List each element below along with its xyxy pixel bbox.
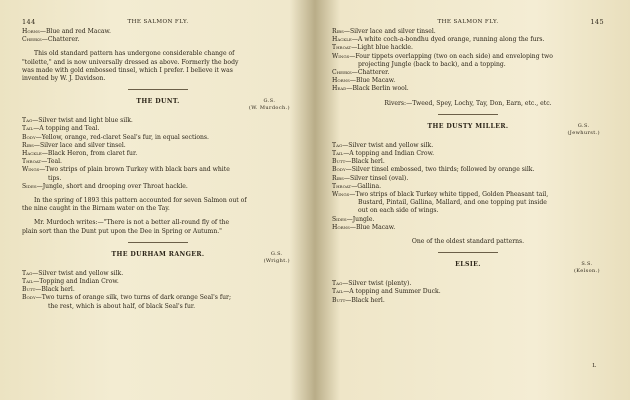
heading-dunt: THE DUNT. G.S. (W. Murdoch.) [136,98,290,112]
running-title-right: THE SALMON FLY. [437,19,499,25]
entry-sides: Sides—Jungle, short and drooping over Throat hackle. [22,182,188,190]
entry-wings: Wings—Two strips of plain brown Turkey with black bars and white [22,166,230,174]
entry-throat: Throat—Light blue hackle. [332,44,413,52]
paragraph-line: was made with gold embossed tinsel, which I prefer. I believe it was [22,66,233,74]
rivers-line: Rivers:—Tweed, Spey, Lochy, Tay, Don, Earn, etc., etc. [384,99,552,107]
credit-elsie: S.S. (Kelson.) [573,261,600,275]
entry-tail: Tail—A topping and Summer Duck. [332,288,441,296]
entry-sides: Sides—Jungle. [332,215,375,223]
entry-body: Body—Two turns of orange silk, two turns of dark orange Seal's fur; [22,294,231,302]
entry-tail: Tail—Topping and Indian Crow. [22,278,119,286]
signature-mark: L [592,362,596,369]
paragraph-line: invented by W. J. Davidson. [22,75,106,83]
divider-rule [128,242,188,243]
entry-butt: Butt—Black herl. [332,296,385,304]
entry-tag: Tag—Silver twist (plenty). [332,280,412,288]
entry-tag: Tag—Silver twist and yellow silk. [332,141,434,149]
left-running-head [22,18,294,28]
entry-body-cont: the rest, which is about half, of black Seal's fur. [48,302,196,310]
paragraph-line: "toilette," and is now universally dressed as above. Formerly the body [22,58,239,66]
entry-throat: Throat—Gallina. [332,182,382,190]
pattern-note: One of the oldest standard patterns. [411,238,525,246]
quote-line: Mr. Murdoch writes:—"There is not a better all-round fly of the [34,219,230,227]
entry-throat: Throat—Teal. [22,158,62,166]
entry-wings-cont: projecting Jungle (back to back), and a topping. [358,60,506,68]
entry-wings-cont: tips. [48,174,62,182]
entry-tail: Tail—A topping and Indian Crow. [332,150,435,158]
entry-body: Body—Yellow, orange, red-claret Seal's fur, in equal sections. [22,133,209,141]
entry-wings: Wings—Four tippets overlapping (two on each side) and enveloping two [332,52,553,60]
heading-elsie: ELSIE. S.S. (Kelson.) [455,261,600,275]
entry-body: Body—Silver tinsel embossed, two thirds; followed by orange silk. [332,166,535,174]
entry-butt: Butt—Black herl. [22,286,75,294]
entry-butt: Butt—Black herl. [332,158,385,166]
page-number-right: 145 [590,18,604,26]
heading-dusty-miller: THE DUSTY MILLER. G.S. (Jewhurst.) [427,122,600,136]
entry-hackle: Hackle—A white coch-a-bondhu dyed orange, running along the furs. [332,36,545,44]
paragraph-line: In the spring of 1893 this pattern accounted for seven Salmon out of [34,197,247,205]
right-page [332,0,604,400]
right-running-head [332,18,604,28]
entry-ribs: Ribs—Silver lace and silver tinsel. [332,28,436,35]
running-title-left: THE SALMON FLY. [127,19,189,25]
entry-wings: Wings—Two strips of black Turkey white tipped, Golden Pheasant tail, [332,191,549,199]
entry-horns: Horns—Blue Macaw. [332,223,396,231]
entry-tail: Tail—A topping and Teal. [22,125,100,133]
credit-dusty: G.S. (Jewhurst.) [567,122,600,136]
page-number-left: 144 [22,18,36,26]
paragraph-line: This old standard pattern has undergone considerable change of [34,50,235,58]
divider-rule [128,89,188,90]
entry-ribs: Ribs—Silver lace and silver tinsel. [22,141,126,149]
entry-horns: Horns—Blue and red Macaw. [22,28,111,35]
entry-wings-cont: Bustard, Pintail, Gallina, Mallard, and one topping put inside [358,199,547,207]
entry-cheeks: Cheeks—Chatterer. [332,69,390,77]
entry-hackle: Hackle—Black Heron, from claret fur. [22,150,138,158]
entry-tag: Tag—Silver twist and yellow silk. [22,269,124,277]
entry-tag: Tag—Silver twist and light blue silk. [22,117,133,125]
quote-line: plain sort than the Dunt put upon the Dee in Spring or Autumn." [22,227,222,235]
paragraph-line: the nine caught in the Birnam water on the Tay. [22,205,170,213]
entry-horns: Horns—Blue Macaw. [332,77,396,85]
credit-durham: G.S. (Wright.) [263,250,290,264]
entry-head: Head—Black Berlin wool. [332,85,409,93]
entry-cheeks: Cheeks—Chatterer. [22,36,80,44]
credit-dunt: G.S. (W. Murdoch.) [248,98,290,112]
entry-wings-cont: out on each side of wings. [358,207,439,215]
divider-rule [438,252,498,253]
entry-ribs: Ribs—Silver tinsel (oval). [332,174,409,182]
left-page [22,0,294,400]
divider-rule [438,114,498,115]
heading-durham-ranger: THE DURHAM RANGER. G.S. (Wright.) [111,250,290,264]
